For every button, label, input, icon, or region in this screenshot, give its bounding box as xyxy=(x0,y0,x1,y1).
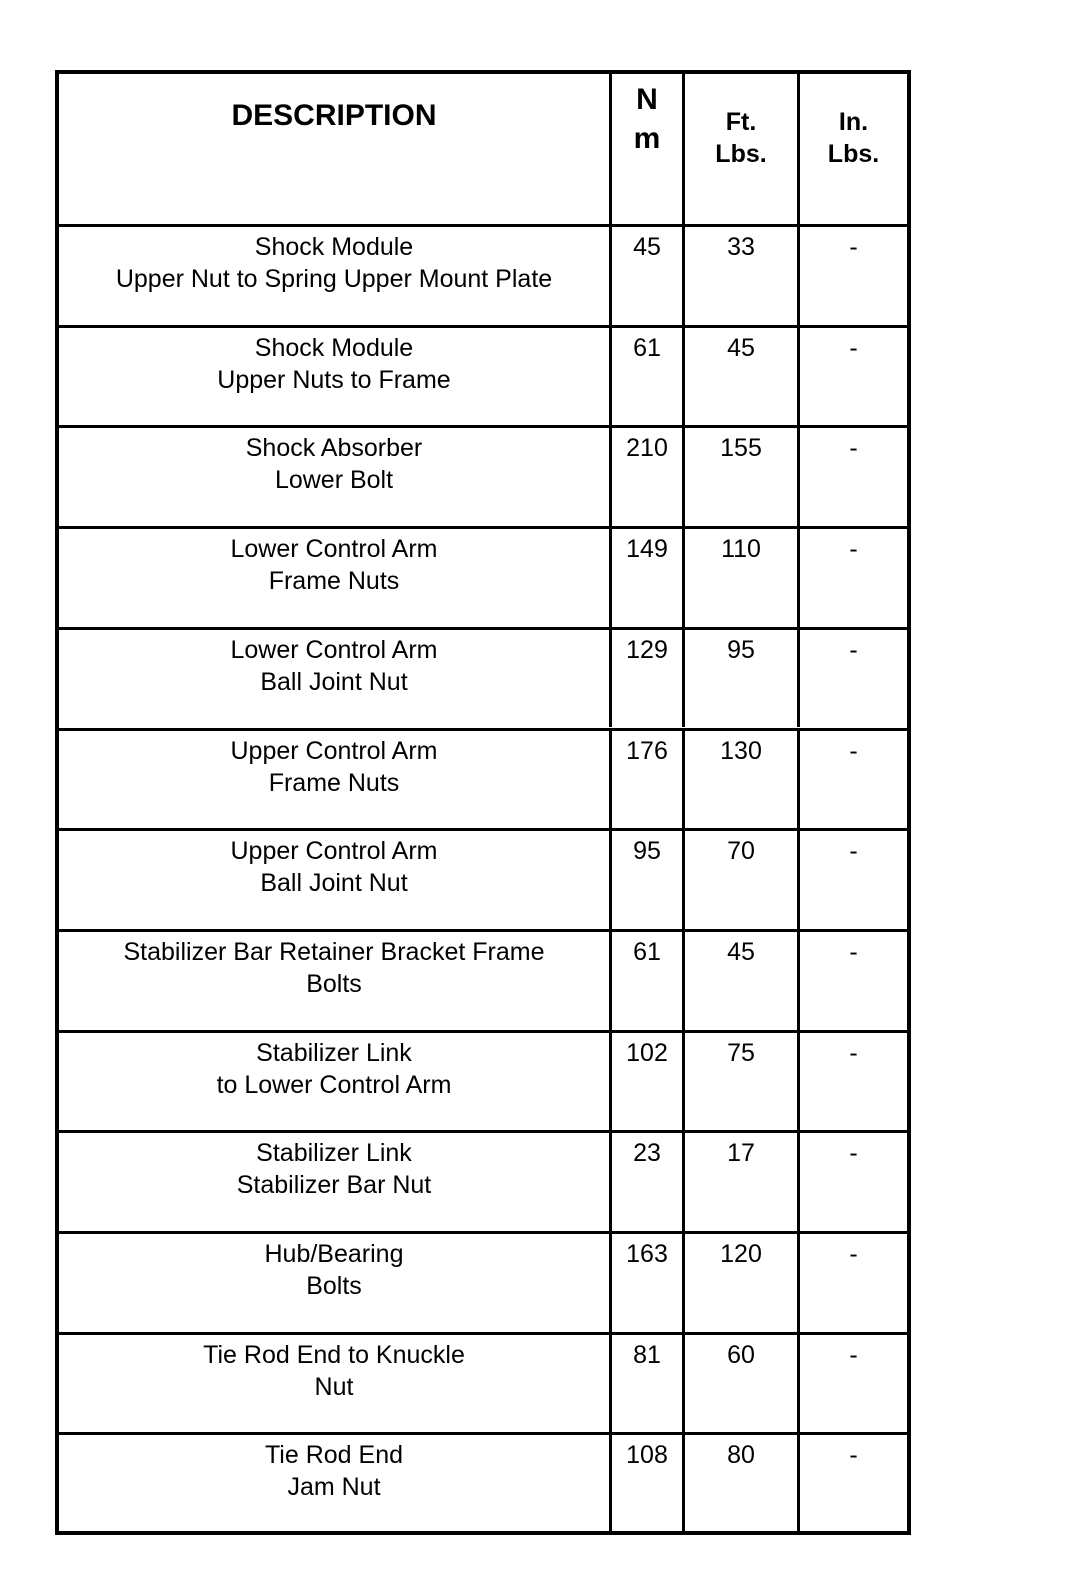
inch-pounds-cell-value: - xyxy=(849,1139,858,1168)
table-row xyxy=(59,1130,907,1231)
inch-pounds-cell-value: - xyxy=(849,535,858,564)
inch-pounds-cell xyxy=(797,428,907,526)
description-line1: Stabilizer Bar Retainer Bracket Frame xyxy=(123,937,545,966)
inch-pounds-cell xyxy=(797,731,907,829)
newton-meters-cell xyxy=(609,831,682,929)
foot-pounds-cell-value: 17 xyxy=(727,1139,755,1168)
description-cell xyxy=(59,731,609,829)
inch-pounds-cell-value: - xyxy=(849,635,858,664)
description-cell xyxy=(59,428,609,526)
inch-pounds-cell-value: - xyxy=(849,434,858,463)
newton-meters-cell xyxy=(609,731,682,829)
foot-pounds-cell xyxy=(682,1133,797,1231)
foot-pounds-cell-value: 45 xyxy=(727,937,755,966)
description-line1: Tie Rod End to Knuckle xyxy=(203,1340,465,1369)
description-line1: Shock Module xyxy=(254,333,414,362)
foot-pounds-cell-value: 45 xyxy=(727,333,755,362)
description-line2: Ball Joint Nut xyxy=(260,667,408,696)
description-cell xyxy=(59,1033,609,1131)
foot-pounds-cell xyxy=(682,1234,797,1332)
inch-pounds-cell-value: - xyxy=(849,1340,858,1369)
table-row xyxy=(59,224,907,325)
description-line1: Lower Control Arm xyxy=(230,535,438,564)
description-cell xyxy=(59,1335,609,1433)
header-foot-pounds xyxy=(682,74,797,224)
table-row xyxy=(59,1332,907,1433)
newton-meters-cell xyxy=(609,630,682,728)
description-line1: Upper Control Arm xyxy=(230,837,438,866)
newton-meters-cell xyxy=(609,1435,682,1533)
description-line2: Upper Nut to Spring Upper Mount Plate xyxy=(115,265,553,293)
newton-meters-cell-value: 108 xyxy=(626,1441,668,1470)
newton-meters-cell-value: 61 xyxy=(633,937,661,966)
description-line2: Bolts xyxy=(306,1272,362,1300)
table-row xyxy=(59,1030,907,1131)
newton-meters-cell xyxy=(609,932,682,1030)
inch-pounds-cell xyxy=(797,630,907,728)
newton-meters-cell xyxy=(609,1234,682,1332)
description-line2: Ball Joint Nut xyxy=(260,869,408,898)
header-inch-pounds xyxy=(797,74,907,224)
inch-pounds-cell-value: - xyxy=(849,837,858,866)
foot-pounds-cell-value: 80 xyxy=(727,1441,755,1470)
newton-meters-cell xyxy=(609,1133,682,1231)
newton-meters-cell-value: 176 xyxy=(626,736,668,765)
inch-pounds-cell xyxy=(797,932,907,1030)
table-row xyxy=(59,627,907,728)
newton-meters-cell-value: 45 xyxy=(633,233,661,261)
inch-pounds-cell-value: - xyxy=(849,333,858,362)
inch-pounds-cell xyxy=(797,328,907,426)
foot-pounds-cell-value: 130 xyxy=(720,736,762,765)
inch-pounds-cell-value: - xyxy=(849,1240,858,1268)
torque-spec-table xyxy=(55,70,911,1535)
description-line1: Stabilizer Link xyxy=(256,1139,412,1168)
newton-meters-cell-value: 102 xyxy=(626,1038,668,1067)
table-row xyxy=(59,728,907,829)
header-description xyxy=(59,74,609,224)
newton-meters-cell-value: 61 xyxy=(633,333,661,362)
description-cell xyxy=(59,1435,609,1533)
description-line2: Frame Nuts xyxy=(268,768,400,797)
foot-pounds-cell xyxy=(682,731,797,829)
description-cell xyxy=(59,529,609,627)
header-in-line1: In. xyxy=(838,108,869,136)
foot-pounds-cell-value: 70 xyxy=(727,837,755,866)
header-ft-line1: Ft. xyxy=(725,108,757,136)
foot-pounds-cell-value: 60 xyxy=(727,1340,755,1369)
header-nm-line2: m xyxy=(633,122,661,155)
newton-meters-cell xyxy=(609,1335,682,1433)
description-line1: Upper Control Arm xyxy=(230,736,438,765)
description-line2: Bolts xyxy=(306,969,362,998)
newton-meters-cell-value: 23 xyxy=(633,1139,661,1168)
description-line2: Jam Nut xyxy=(287,1473,381,1502)
foot-pounds-cell-value: 75 xyxy=(727,1038,755,1067)
description-line1: Stabilizer Link xyxy=(256,1038,412,1067)
foot-pounds-cell-value: 155 xyxy=(720,434,762,463)
header-in-line2: Lbs. xyxy=(827,140,880,168)
inch-pounds-cell-value: - xyxy=(849,233,858,261)
description-line1: Shock Absorber xyxy=(245,434,423,463)
description-line2: Lower Bolt xyxy=(274,466,394,495)
newton-meters-cell-value: 149 xyxy=(626,535,668,564)
description-line2: Frame Nuts xyxy=(268,567,400,596)
description-cell xyxy=(59,328,609,426)
newton-meters-cell-value: 95 xyxy=(633,837,661,866)
description-line2: Nut xyxy=(314,1372,354,1401)
inch-pounds-cell-value: - xyxy=(849,1441,858,1470)
description-line2: Upper Nuts to Frame xyxy=(217,365,451,394)
description-cell xyxy=(59,1133,609,1231)
foot-pounds-cell-value: 95 xyxy=(727,635,755,664)
description-cell xyxy=(59,1234,609,1332)
description-cell xyxy=(59,932,609,1030)
table-row xyxy=(59,325,907,426)
newton-meters-cell-value: 81 xyxy=(633,1340,661,1369)
description-line2: to Lower Control Arm xyxy=(216,1070,452,1099)
foot-pounds-cell-value: 33 xyxy=(727,233,755,261)
newton-meters-cell xyxy=(609,1033,682,1131)
newton-meters-cell xyxy=(609,529,682,627)
inch-pounds-cell xyxy=(797,529,907,627)
inch-pounds-cell xyxy=(797,1335,907,1433)
header-ft-line2: Lbs. xyxy=(715,140,767,168)
description-line1: Lower Control Arm xyxy=(230,635,438,664)
description-line2: Stabilizer Bar Nut xyxy=(236,1171,432,1200)
foot-pounds-cell xyxy=(682,1335,797,1433)
table-row xyxy=(59,929,907,1030)
description-cell xyxy=(59,630,609,728)
header-newton-meters xyxy=(609,74,682,224)
description-line1: Hub/Bearing xyxy=(264,1240,404,1268)
foot-pounds-cell-value: 110 xyxy=(721,535,761,564)
header-nm-line1: N xyxy=(636,83,658,116)
description-cell xyxy=(59,227,609,325)
inch-pounds-cell xyxy=(797,1133,907,1231)
inch-pounds-cell xyxy=(797,227,907,325)
inch-pounds-cell-value: - xyxy=(849,937,858,966)
table-header-row xyxy=(59,74,907,224)
table-row xyxy=(59,526,907,627)
newton-meters-cell xyxy=(609,428,682,526)
foot-pounds-cell-value: 120 xyxy=(720,1240,762,1268)
newton-meters-cell xyxy=(609,328,682,426)
header-description-label: DESCRIPTION xyxy=(231,99,437,132)
foot-pounds-cell xyxy=(682,831,797,929)
foot-pounds-cell xyxy=(682,630,797,728)
inch-pounds-cell xyxy=(797,1435,907,1533)
table-row xyxy=(59,1231,907,1332)
table-row xyxy=(59,1432,907,1533)
inch-pounds-cell xyxy=(797,1234,907,1332)
inch-pounds-cell xyxy=(797,831,907,929)
table-row xyxy=(59,425,907,526)
newton-meters-cell-value: 163 xyxy=(626,1240,668,1268)
inch-pounds-cell-value: - xyxy=(849,736,858,765)
foot-pounds-cell xyxy=(682,529,797,627)
foot-pounds-cell xyxy=(682,227,797,325)
foot-pounds-cell xyxy=(682,1033,797,1131)
newton-meters-cell-value: 129 xyxy=(626,635,668,664)
description-line1: Tie Rod End xyxy=(264,1441,404,1470)
foot-pounds-cell xyxy=(682,1435,797,1533)
inch-pounds-cell-value: - xyxy=(849,1038,858,1067)
foot-pounds-cell xyxy=(682,428,797,526)
newton-meters-cell xyxy=(609,227,682,325)
description-line1: Shock Module xyxy=(254,233,414,261)
newton-meters-cell-value: 210 xyxy=(626,434,668,463)
description-cell xyxy=(59,831,609,929)
table-row xyxy=(59,828,907,929)
inch-pounds-cell xyxy=(797,1033,907,1131)
foot-pounds-cell xyxy=(682,328,797,426)
foot-pounds-cell xyxy=(682,932,797,1030)
